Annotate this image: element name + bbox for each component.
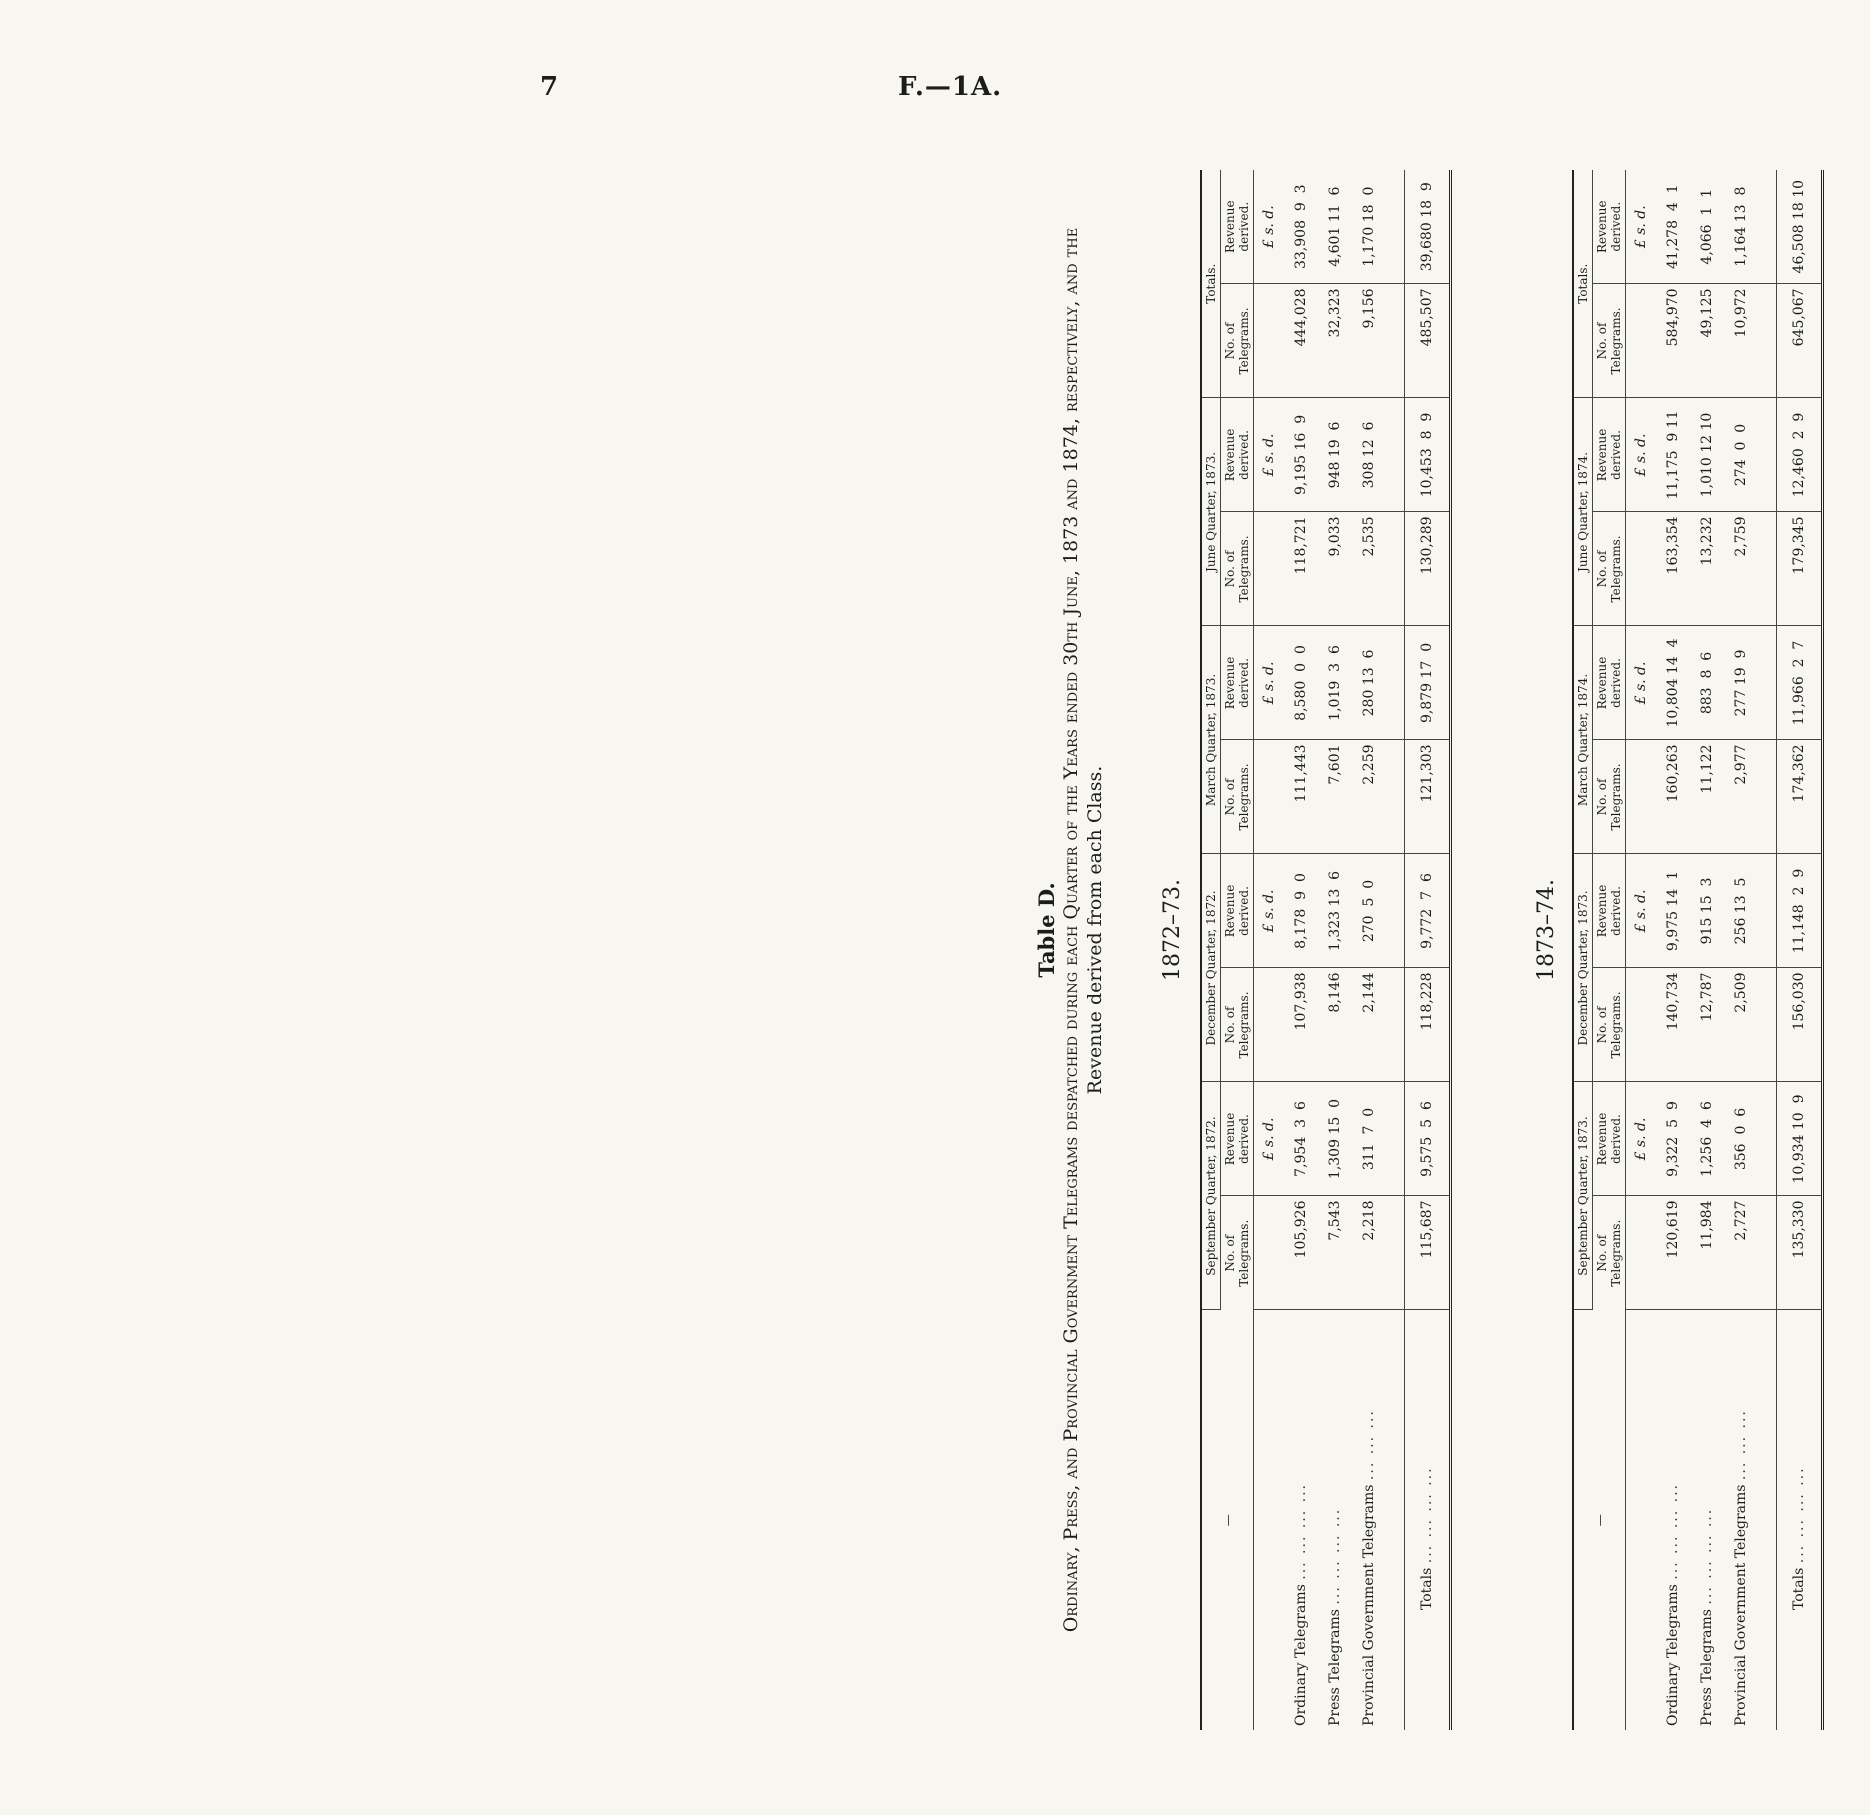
telegram-count-total: 118,228 xyxy=(1405,968,1451,1082)
quarter-header: March Quarter, 1874. xyxy=(1573,626,1593,854)
revenue-value: 274 0 0 xyxy=(1724,398,1758,512)
revenue-col-header: Revenue derived. xyxy=(1221,398,1254,512)
telegram-count: 120,619 xyxy=(1656,1196,1690,1310)
revenue-value: 280 13 6 xyxy=(1352,626,1386,740)
table-row xyxy=(1352,170,1386,1730)
revenue-total: 9,772 7 6 xyxy=(1405,854,1451,968)
telegram-count: 584,970 xyxy=(1656,284,1690,398)
revenue-value: 948 19 6 xyxy=(1318,398,1352,512)
revenue-value: 33,908 9 3 xyxy=(1284,170,1318,284)
revenue-total: 11,966 2 7 xyxy=(1777,626,1823,740)
revenue-total: 12,460 2 9 xyxy=(1777,398,1823,512)
revenue-col-header: Revenue derived. xyxy=(1221,170,1254,284)
telegram-count: 49,125 xyxy=(1690,284,1724,398)
quarter-header: September Quarter, 1872. xyxy=(1201,1082,1221,1310)
telegram-count: 2,977 xyxy=(1724,740,1758,854)
page-number: 7 xyxy=(540,72,559,102)
currency-units: £ s. d. xyxy=(1626,854,1657,968)
totals-header: Totals. xyxy=(1573,170,1593,398)
telegram-count: 7,543 xyxy=(1318,1196,1352,1310)
telegram-count: 140,734 xyxy=(1656,968,1690,1082)
revenue-value: 1,170 18 0 xyxy=(1352,170,1386,284)
revenue-total: 9,575 5 6 xyxy=(1405,1082,1451,1196)
table-title-line-1: Ordinary, Press, and Provincial Government Telegrams despatched during each Quarter of the Years ended 30th June, 1873 and 1874, respectively, and the xyxy=(1060,227,1082,1633)
telegram-count: 2,259 xyxy=(1352,740,1386,854)
telegram-count: 118,721 xyxy=(1284,512,1318,626)
quarter-header: December Quarter, 1872. xyxy=(1201,854,1221,1082)
currency-units: £ s. d. xyxy=(1254,1082,1285,1196)
row-label: Press Telegrams ... ... ... ... xyxy=(1699,1507,1715,1726)
year-heading-1872-73: 1872–73. xyxy=(1160,879,1185,981)
telegram-count: 11,984 xyxy=(1690,1196,1724,1310)
revenue-value: 270 5 0 xyxy=(1352,854,1386,968)
telegram-count-total: 130,289 xyxy=(1405,512,1451,626)
row-label: Provincial Government Telegrams ... ... ... xyxy=(1733,1409,1749,1726)
revenue-value: 915 15 3 xyxy=(1690,854,1724,968)
revenue-col-header: Revenue derived. xyxy=(1593,398,1626,512)
telegram-count-total: 179,345 xyxy=(1777,512,1823,626)
revenue-value: 308 12 6 xyxy=(1352,398,1386,512)
quarter-header: September Quarter, 1873. xyxy=(1573,1082,1593,1310)
revenue-value: 311 7 0 xyxy=(1352,1082,1386,1196)
revenue-value: 277 19 9 xyxy=(1724,626,1758,740)
row-label: Press Telegrams ... ... ... ... xyxy=(1327,1507,1343,1726)
revenue-total: 10,453 8 9 xyxy=(1405,398,1451,512)
currency-units: £ s. d. xyxy=(1626,170,1657,284)
telegram-count-total: 135,330 xyxy=(1777,1196,1823,1310)
telegrams-col-header: No. of Telegrams. xyxy=(1593,740,1626,854)
telegram-count: 444,028 xyxy=(1284,284,1318,398)
revenue-value: 1,164 13 8 xyxy=(1724,170,1758,284)
telegram-count: 111,443 xyxy=(1284,740,1318,854)
telegram-table-1872-73 xyxy=(1200,170,1452,1730)
telegrams-col-header: No. of Telegrams. xyxy=(1221,968,1254,1082)
telegram-table-1873-74 xyxy=(1572,170,1824,1730)
currency-units: £ s. d. xyxy=(1254,854,1285,968)
telegram-count: 2,535 xyxy=(1352,512,1386,626)
telegrams-col-header: No. of Telegrams. xyxy=(1221,512,1254,626)
telegrams-col-header: No. of Telegrams. xyxy=(1221,1196,1254,1310)
telegram-count: 9,156 xyxy=(1352,284,1386,398)
telegram-count: 105,926 xyxy=(1284,1196,1318,1310)
telegrams-col-header: No. of Telegrams. xyxy=(1593,968,1626,1082)
currency-units: £ s. d. xyxy=(1626,626,1657,740)
quarter-header: December Quarter, 1873. xyxy=(1573,854,1593,1082)
row-label: Ordinary Telegrams ... ... ... ... xyxy=(1293,1482,1309,1726)
revenue-total: 10,934 10 9 xyxy=(1777,1082,1823,1196)
revenue-value: 256 13 5 xyxy=(1724,854,1758,968)
telegram-count: 7,601 xyxy=(1318,740,1352,854)
telegram-count: 32,323 xyxy=(1318,284,1352,398)
revenue-value: 883 8 6 xyxy=(1690,626,1724,740)
telegram-count: 8,146 xyxy=(1318,968,1352,1082)
telegram-count: 10,972 xyxy=(1724,284,1758,398)
telegram-count: 12,787 xyxy=(1690,968,1724,1082)
telegram-count: 2,727 xyxy=(1724,1196,1758,1310)
telegram-count: 2,218 xyxy=(1352,1196,1386,1310)
telegram-count: 13,232 xyxy=(1690,512,1724,626)
totals-label: Totals ... ... ... ... xyxy=(1405,1310,1451,1730)
revenue-total: 39,680 18 9 xyxy=(1405,170,1451,284)
revenue-value: 1,323 13 6 xyxy=(1318,854,1352,968)
revenue-value: 1,010 12 10 xyxy=(1690,398,1724,512)
revenue-total: 11,148 2 9 xyxy=(1777,854,1823,968)
telegram-count-total: 115,687 xyxy=(1405,1196,1451,1310)
quarter-header: March Quarter, 1873. xyxy=(1201,626,1221,854)
table-row xyxy=(1724,170,1758,1730)
currency-units: £ s. d. xyxy=(1626,1082,1657,1196)
telegram-count: 2,759 xyxy=(1724,512,1758,626)
revenue-value: 1,309 15 0 xyxy=(1318,1082,1352,1196)
revenue-value: 7,954 3 6 xyxy=(1284,1082,1318,1196)
totals-header: Totals. xyxy=(1201,170,1221,398)
revenue-col-header: Revenue derived. xyxy=(1221,626,1254,740)
revenue-value: 4,601 11 6 xyxy=(1318,170,1352,284)
revenue-col-header: Revenue derived. xyxy=(1221,1082,1254,1196)
telegrams-col-header: No. of Telegrams. xyxy=(1593,512,1626,626)
table-row xyxy=(1656,170,1690,1730)
table-row xyxy=(1690,170,1724,1730)
telegram-count: 163,354 xyxy=(1656,512,1690,626)
quarter-header: June Quarter, 1874. xyxy=(1573,398,1593,626)
revenue-value: 4,066 1 1 xyxy=(1690,170,1724,284)
telegram-count-total: 645,067 xyxy=(1777,284,1823,398)
revenue-col-header: Revenue derived. xyxy=(1593,854,1626,968)
telegram-count-total: 485,507 xyxy=(1405,284,1451,398)
revenue-col-header: Revenue derived. xyxy=(1593,170,1626,284)
row-label-header: — xyxy=(1201,1310,1254,1730)
table-label: Table D. xyxy=(1034,882,1059,978)
revenue-value: 1,019 3 6 xyxy=(1318,626,1352,740)
quarter-header: June Quarter, 1873. xyxy=(1201,398,1221,626)
telegram-count-total: 156,030 xyxy=(1777,968,1823,1082)
telegram-count: 107,938 xyxy=(1284,968,1318,1082)
document-reference: F.—1A. xyxy=(898,72,1003,102)
totals-row xyxy=(1405,170,1451,1730)
row-label-header: — xyxy=(1573,1310,1626,1730)
revenue-value: 8,580 0 0 xyxy=(1284,626,1318,740)
telegram-count: 9,033 xyxy=(1318,512,1352,626)
revenue-total: 46,508 18 10 xyxy=(1777,170,1823,284)
revenue-value: 9,322 5 9 xyxy=(1656,1082,1690,1196)
revenue-col-header: Revenue derived. xyxy=(1593,626,1626,740)
row-label: Provincial Government Telegrams ... ... ... xyxy=(1361,1409,1377,1726)
revenue-total: 9,879 17 0 xyxy=(1405,626,1451,740)
revenue-value: 41,278 4 1 xyxy=(1656,170,1690,284)
telegram-count: 11,122 xyxy=(1690,740,1724,854)
telegrams-col-header: No. of Telegrams. xyxy=(1593,284,1626,398)
table-title-line-2: Revenue derived from each Class. xyxy=(1084,765,1106,1095)
revenue-value: 1,256 4 6 xyxy=(1690,1082,1724,1196)
revenue-col-header: Revenue derived. xyxy=(1593,1082,1626,1196)
row-label: Ordinary Telegrams ... ... ... ... xyxy=(1665,1482,1681,1726)
table-row xyxy=(1318,170,1352,1730)
totals-row xyxy=(1777,170,1823,1730)
telegrams-col-header: No. of Telegrams. xyxy=(1593,1196,1626,1310)
revenue-value: 9,975 14 1 xyxy=(1656,854,1690,968)
year-heading-1873-74: 1873–74. xyxy=(1534,879,1559,981)
rotated-page-content xyxy=(1010,130,1870,1730)
revenue-value: 11,175 9 11 xyxy=(1656,398,1690,512)
telegrams-col-header: No. of Telegrams. xyxy=(1221,740,1254,854)
title-block xyxy=(1034,130,1107,1730)
revenue-value: 10,804 14 4 xyxy=(1656,626,1690,740)
revenue-value: 8,178 9 0 xyxy=(1284,854,1318,968)
telegram-count: 2,144 xyxy=(1352,968,1386,1082)
currency-units: £ s. d. xyxy=(1254,170,1285,284)
table-row xyxy=(1284,170,1318,1730)
revenue-col-header: Revenue derived. xyxy=(1221,854,1254,968)
revenue-value: 356 0 6 xyxy=(1724,1082,1758,1196)
telegrams-col-header: No. of Telegrams. xyxy=(1221,284,1254,398)
currency-units: £ s. d. xyxy=(1626,398,1657,512)
telegram-count-total: 121,303 xyxy=(1405,740,1451,854)
revenue-value: 9,195 16 9 xyxy=(1284,398,1318,512)
totals-label: Totals ... ... ... ... xyxy=(1777,1310,1823,1730)
telegram-count-total: 174,362 xyxy=(1777,740,1823,854)
telegram-count: 2,509 xyxy=(1724,968,1758,1082)
currency-units: £ s. d. xyxy=(1254,398,1285,512)
currency-units: £ s. d. xyxy=(1254,626,1285,740)
telegram-count: 160,263 xyxy=(1656,740,1690,854)
